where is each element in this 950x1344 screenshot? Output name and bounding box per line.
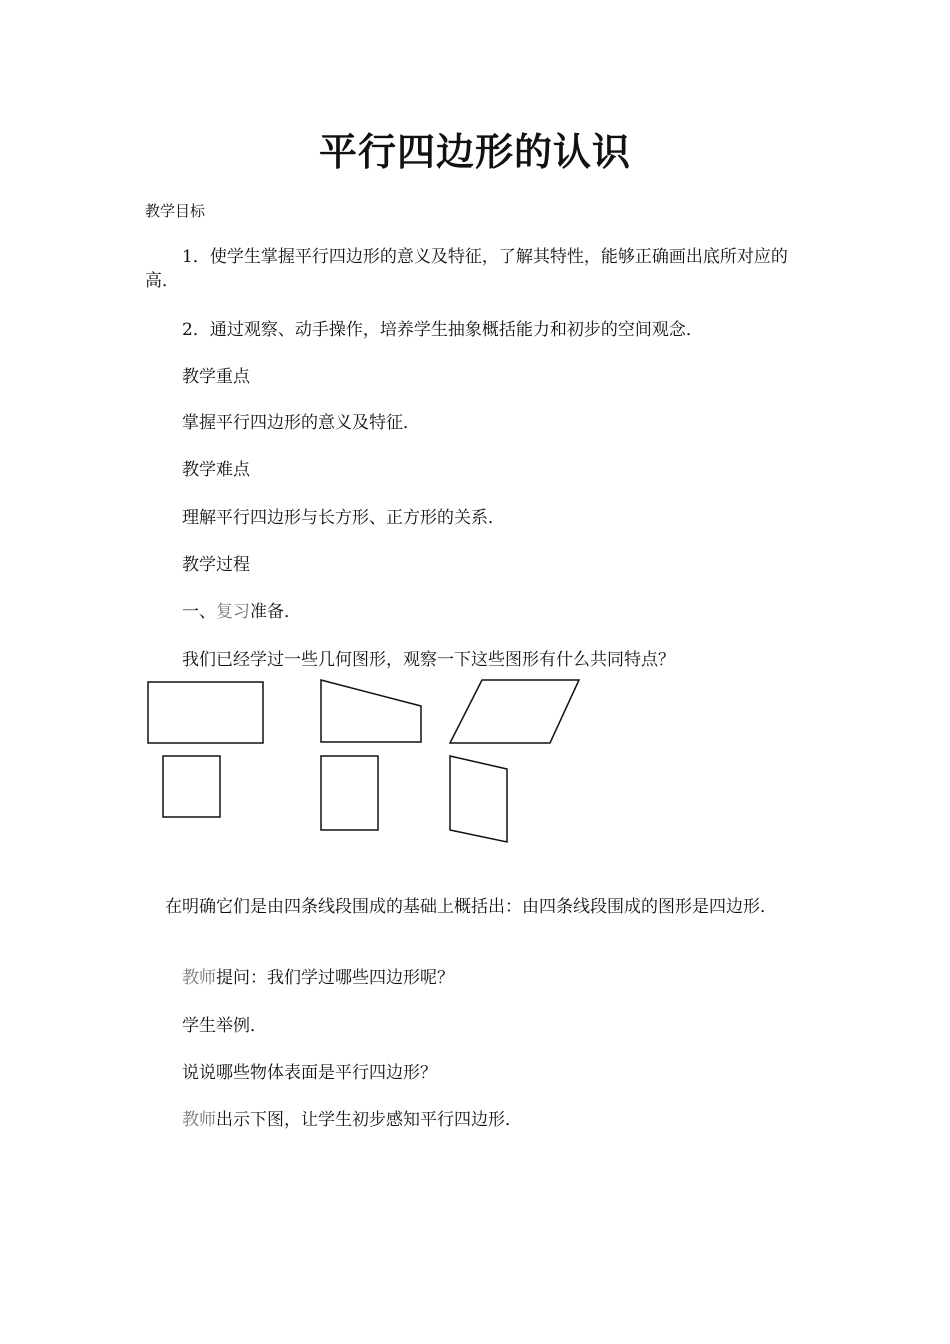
- right-trapezoid-shape: [321, 680, 421, 742]
- student-examples: 学生举例．: [182, 1016, 267, 1036]
- question-1: 我们已经学过一些几何图形，观察一下这些图形有什么共同特点？: [182, 650, 675, 670]
- step-1-review: 复习: [216, 602, 250, 622]
- teacher-question: [145, 966, 815, 990]
- teacher-label-2: 教师: [182, 1110, 216, 1130]
- section-label: 教学目标: [145, 202, 206, 220]
- conclusion: 在明确它们是由四条线段围成的基础上概括出：由四条线段围成的图形是四边形．: [165, 897, 777, 917]
- quadrilateral-figures: [140, 672, 600, 852]
- key-heading: 教学重点: [182, 367, 250, 387]
- key-text: 掌握平行四边形的意义及特征．: [182, 413, 420, 433]
- goal-2: 2．通过观察、动手操作，培养学生抽象概括能力和初步的空间观念．: [182, 320, 703, 340]
- objects-question: 说说哪些物体表面是平行四边形？: [182, 1063, 437, 1083]
- teacher-label: 教师: [182, 968, 216, 988]
- difficulty-text: 理解平行四边形与长方形、正方形的关系．: [182, 508, 505, 528]
- teacher-question-rest: 提问：我们学过哪些四边形呢？: [216, 968, 454, 988]
- step-1-rest: 准备．: [250, 602, 301, 622]
- square-shape: [163, 756, 220, 817]
- teacher-show-rest: 出示下图，让学生初步感知平行四边形．: [216, 1110, 522, 1130]
- goal-1: 1．使学生掌握平行四边形的意义及特征，了解其特性，能够正确画出底所对应的高．: [145, 247, 788, 291]
- tall-rectangle-shape: [321, 756, 378, 830]
- page-title: 平行四边形的认识: [318, 129, 631, 174]
- difficulty-heading: 教学难点: [182, 460, 250, 480]
- slanted-parallelogram-shape: [450, 756, 507, 842]
- teacher-show: [145, 1108, 815, 1132]
- step-1-prefix: 一、: [182, 602, 216, 622]
- process-heading: 教学过程: [182, 555, 250, 575]
- step-1: [145, 600, 815, 624]
- rectangle-shape: [148, 682, 263, 743]
- parallelogram-shape: [450, 680, 579, 743]
